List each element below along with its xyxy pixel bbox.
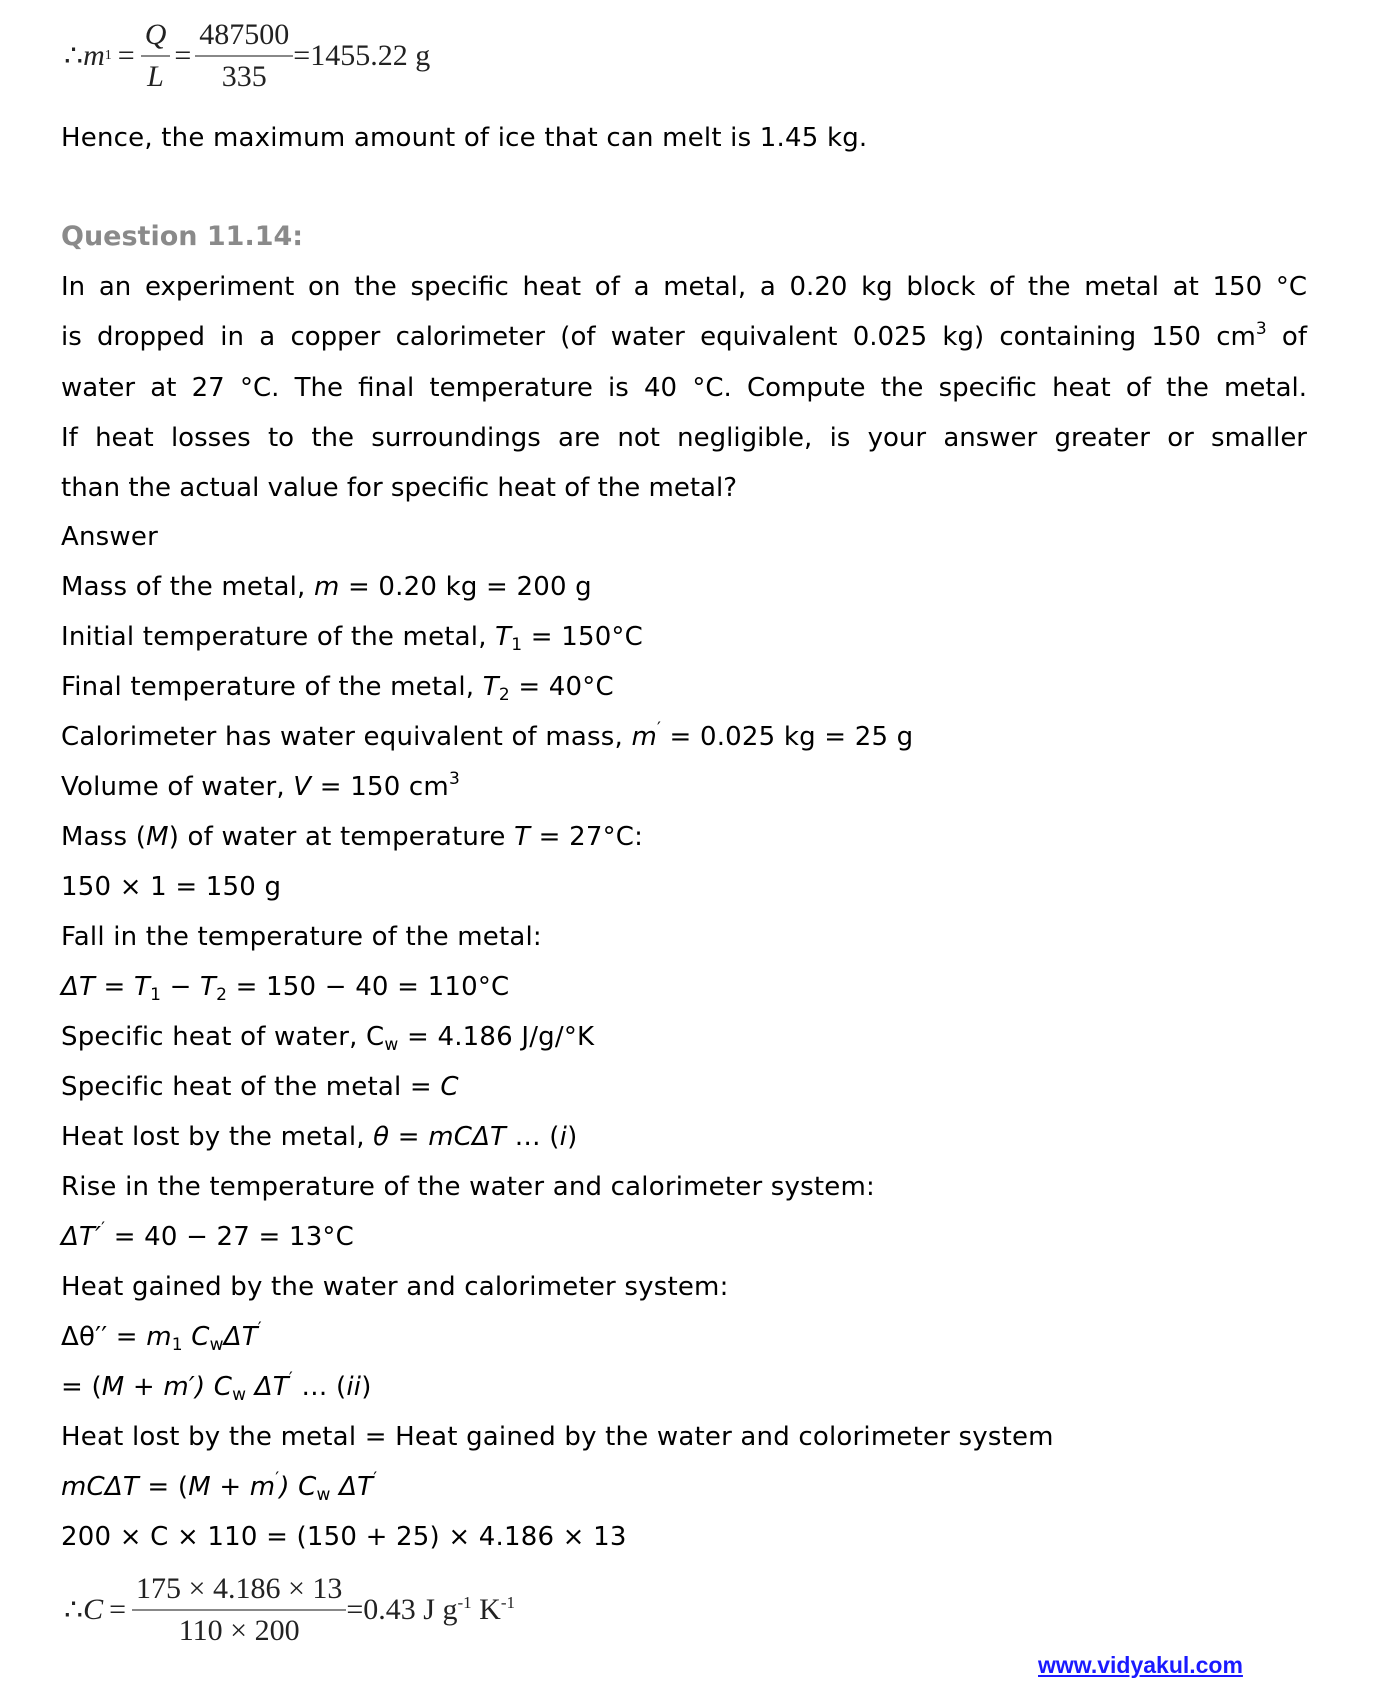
- question-line: than the actual value for specific heat of the metal?: [61, 473, 737, 504]
- answer-fall-label: Fall in the temperature of the metal:: [61, 922, 542, 952]
- formula-var: C: [83, 1593, 104, 1626]
- question-title: Question 11.14:: [61, 221, 304, 252]
- fraction-q-over-l: [141, 18, 171, 94]
- therefore-symbol: ∴: [64, 1593, 84, 1627]
- formula-result: =0.43 J $g^{-1}$ $K^{-1}$: [346, 1593, 515, 1626]
- answer-mass-water: Mass (M) of water at temperature T = 27°C:: [61, 822, 644, 852]
- question-line: If heat losses to the surroundings are not negligible, is your answer greater or smaller: [61, 422, 1307, 453]
- answer-mass-metal: Mass of the metal, m = 0.20 kg = 200 g: [61, 572, 592, 602]
- answer-heat-lost: Heat lost by the metal, θ = mCΔT … (i): [61, 1122, 578, 1152]
- fraction-numerator: 175 × 4.186 × 13: [136, 1572, 343, 1605]
- fraction-denominator: 335: [221, 60, 267, 93]
- answer-gain-label: Heat gained by the water and calorimeter system:: [61, 1272, 729, 1302]
- answer-specific-heat-metal: Specific heat of the metal = C: [61, 1072, 459, 1102]
- answer-balance-label: Heat lost by the metal = Heat gained by the water and colorimeter system: [61, 1422, 1054, 1452]
- fraction-numeric: [195, 18, 293, 94]
- answer-gain-eq2: = (M + m′) $C_w$ ΔT′ … (ii): [61, 1369, 372, 1405]
- answer-specific-heat-water: Specific heat of water, $C_w = 4.186$ J/g/°K: [61, 1022, 595, 1055]
- formula-var: m: [83, 39, 105, 72]
- ice-mass-formula: ∴ m 1 = $\frac{Q}{L}$ = $\frac{487500}{335}$ =1455.22 g: [64, 18, 431, 93]
- vidyakul-link[interactable]: www.vidyakul.com: [1038, 1652, 1243, 1678]
- fraction-numerator: 487500: [199, 18, 290, 51]
- answer-numeric-eq: 200 × C × 110 = (150 + 25) × 4.186 × 13: [61, 1522, 627, 1552]
- answer-rise-label: Rise in the temperature of the water and calorimeter system:: [61, 1172, 875, 1202]
- answer-initial-temp: Initial temperature of the metal, $T_1 = 150^\circ C$: [61, 622, 643, 655]
- fraction-numerator: Q: [144, 18, 167, 51]
- question-line: is dropped in a copper calorimeter (of water equivalent 0.025 kg) containing 150 $cm^3$ of: [61, 319, 1307, 353]
- question-line: water at 27 °C. The final temperature is 40 °C. Compute the specific heat of the metal.: [61, 372, 1307, 403]
- question-line: In an experiment on the specific heat of a metal, a 0.20 kg block of the metal at 150 °C: [61, 272, 1307, 302]
- answer-mass-water-calc: 150 × 1 = 150 g: [61, 872, 282, 902]
- answer-label: Answer: [61, 522, 158, 552]
- answer-volume: Volume of water, V = 150 $cm^3$: [61, 769, 460, 802]
- answer-gain-eq1: $\Delta\theta'' = m_1$ $C_w\Delta T'$: [61, 1319, 262, 1355]
- fraction-denominator: L: [147, 60, 164, 93]
- answer-delta-t-prime: ΔT′′ = 40 − 27 = 13°C: [61, 1219, 354, 1252]
- answer-final-temp: Final temperature of the metal, $T_2 = 40^\circ C$: [61, 672, 614, 705]
- conclusion-text: Hence, the maximum amount of ice that can melt is 1.45 kg.: [61, 123, 868, 153]
- specific-heat-formula: ∴ C = $\frac{175 \times 4.186 \times 13}{110 \times 200}$ =0.43 J $g^{-1}$ $K^{-1}$: [64, 1572, 515, 1647]
- question-text: [61, 262, 1307, 513]
- formula-result: =1455.22 g: [293, 39, 431, 72]
- answer-delta-t: $\Delta T = T_1 - T_2 = 150 - 40 = 110^\circ C$: [61, 972, 510, 1005]
- answer-calorimeter: Calorimeter has water equivalent of mass, m′ = 0.025 kg = 25 g: [61, 719, 914, 752]
- therefore-symbol: ∴: [64, 39, 84, 73]
- answer-balance-eq: mCΔT = (M + m′) $C_w$ ΔT′: [61, 1469, 378, 1505]
- fraction-specific-heat: [132, 1572, 346, 1648]
- fraction-denominator: 110 × 200: [178, 1614, 300, 1647]
